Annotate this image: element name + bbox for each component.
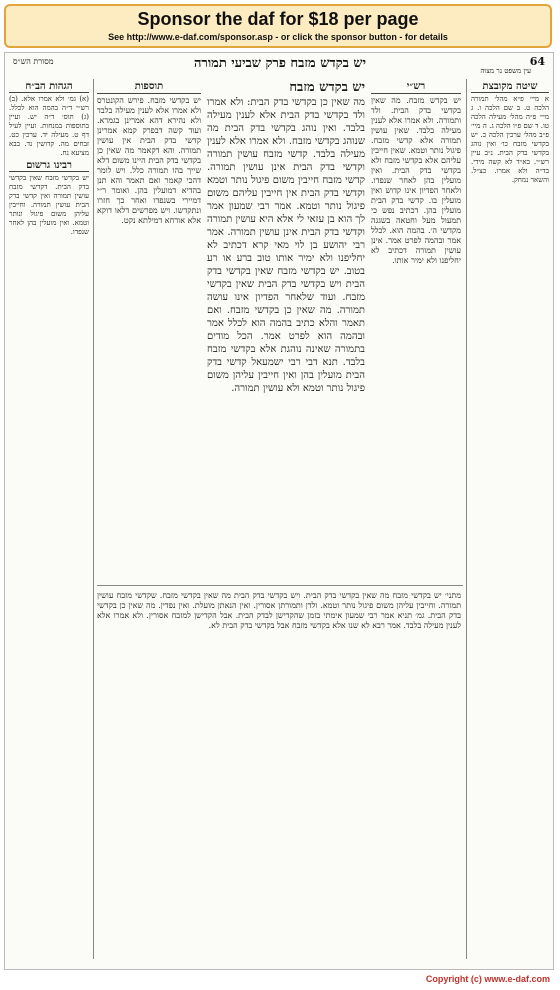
rashi-column <box>371 79 461 579</box>
page-number: 64 <box>529 55 545 68</box>
gemara-heading: יש בקדש מזבח <box>289 80 365 95</box>
sponsor-banner[interactable] <box>4 4 552 48</box>
tosafot-text: יש בקדשי מזבח. פירש הקונטרס ולא אמרו אלא לענין מעילה בלבד ולא נהירא דהא אמרינן בגמרא. ועוד קשה דבפרק קמא אמרינן קדשי בדק הבית אין עושין תמורה. והא דקאמר מה שאין כן בקדשי בדק הבית היינו משום דלא שייך בהו תמורה כלל. ויש לומר דהכי קאמר ואם תאמר והא תנן בהדיא דמועלין בהן. ואומר ר״י דמיירי בשנפדו ואחר כך חזרו ונתקדשו. ויש מפרשים דלאו דוקא אלא אורחא דמילתא נקט. <box>97 96 201 225</box>
rule-right <box>466 79 467 959</box>
sponsor-title[interactable]: Sponsor the daf for $18 per page <box>137 9 419 29</box>
bottom-commentary <box>97 591 461 961</box>
gemara-text: מה שאין כן בקדשי בדק הבית: ולא אמרו ולד בקדשי בדק הבית אלא לענין מעילה בלבד. ואין נוהג בקדשי בדק הבית מה שנוהג בקדשי מזבח. ולא אמרו אלא לענין מעילה בלבד. קדשי מזבח עושין תמורה וקדשי בדק הבית אינן עושין תמורה. קדשי מזבח חייבין משום פיגול נותר וטמא וקדשי בדק הבית אין חייבין עליהם משום פיגול נותר וטמא. אמר רבי שמעון אמר לך הוא בן עזאי לי אלא היא עושין תמורה וקדשי בדק הבית אינן עושין תמורה. אמר רבי יהושע בן לוי מאי קרא דכתיב לא יחליפנו ולא ימיר אותו טוב ברע או רע בטוב. יש בקדשי מזבח שאין בקדשי בדק הבית ויש בקדשי בדק הבית שאין בקדשי מזבח. ועוד שלאחר הפדיון אינו עושה תמורה. מה שאין כן בקדשי מזבח. ואם תאמר והלא כתיב בהמה הוא לכלל אמר ובהמה הוא לפרט אמר. הכל מודים בתמורה שאינה נוהגת אלא בקדשי מזבח בלבד. תנא דבי רבי ישמעאל קדשי בדק הבית מועלין בהן ואין חייבין עליהן משום פיגול נותר וטמא ולא עושין תמורה. <box>207 97 365 394</box>
tosafot-heading: תוספות <box>97 82 201 94</box>
sponsor-subtitle: See http://www.e-daf.com/sponsor.asp - or click the sponsor button - for details <box>108 32 448 42</box>
right-margin <box>471 79 549 959</box>
rule-left <box>93 79 94 959</box>
left-margin-heading: הגהות הב״ח <box>9 82 89 93</box>
left-margin <box>9 79 89 959</box>
rule-bottom <box>97 585 463 586</box>
right-margin-heading: שיטה מקובצת <box>471 82 549 93</box>
bottom-text: מתני׳ יש בקדשי מזבח מה שאין בקדשי בדק הבית. ויש בקדשי בדק הבית מה שאין בקדשי מזבח. שקדשי מזבח עושין תמורה. וחייבין עליהן משום פיגול נותר וטמא. ולדן ותמורתן אסורין. ואין הנאתן מועלת. ואין נפדין. מה שאין כן בקדשי בדק הבית. גמ׳ תניא אמר רבי שמעון אימתי בזמן שהקדישן לבדק הבית. אבל הקדישן למזבח אסורין. ולא אמרו אלא לענין מעילה בלבד. אמר רבא לא שנו אלא בקדשי מזבח אבל בקדשי בדק הבית לא. <box>97 591 461 630</box>
copyright-footer[interactable]: Copyright (c) www.e-daf.com <box>425 974 550 984</box>
left-margin-heading-2: רבינו גרשום <box>9 161 89 172</box>
rashi-heading: רש״י <box>371 82 461 94</box>
left-margin-text: (א) גמ׳ ולא אמרו אלא. (ב) רש״י ד״ה בהמה הוא לכלל. (ג) תוס׳ ד״ה יש. ועיין בתוספות במנחות. ועיין לעיל דף ט. מעילה יד. ערכין כט. זבחים מה. קדושין נד. בבא מציעא נח. <box>9 95 89 157</box>
right-margin-text: א מיי׳ פ״א מהל׳ תמורה הלכה ט. ב שם הלכה ו. ג מיי׳ פ״ה מהל׳ מעילה הלכה טו. ד שם פ״ו הלכה ג. ה מיי׳ פ״ב מהל׳ ערכין הלכה כ. יש בקדשי מזבח כו׳ ואין נוהג בקדשי בדק הבית. נ״ב עיין רש״י. בא״ד לא קשה מידי. בד״ה ולא אמרו. כצ״ל. והשאר נמחק. <box>471 95 549 184</box>
gemara-column <box>207 79 365 579</box>
left-margin-text-2: יש בקדשי מזבח שאין בקדשי בדק הבית. דקדשי מזבח עושין תמורה ואין קדשי בדק הבית עושין תמורה. וחייבין עליהן משום פיגול ונותר וטמא. ואין מועלין בהן לאחר שנפדו. <box>9 174 89 236</box>
header-right-note: עין משפט נר מצוה <box>480 67 531 75</box>
rashi-text: יש בקדש מזבח. מה שאין בקדשי בדק הבית. ולד ותמורה. ולא אמרו אלא לענין מעילה בלבד. שאין עושין תמורה אלא קדשי מזבח. פיגול נותר וטמא. שאין חייבין עליהם אלא בקדשי מזבח ולא בקדשי בדק הבית. ואין מועלין בהן לאחר שנפדו. ולאחר הפדיון אינו קדוש ואין מועלין בו. קדשי בדק הבית מועלין בהן. דכתיב נפש כי תמעול מעל וחטאה בשגגה מקדשי ה׳. בהמה הוא. לכלל אמר ובהמה לפרט אמר. אינן עושין תמורה דכתיב לא יחליפנו ולא ימיר אותו. <box>371 96 461 265</box>
talmud-page <box>4 52 554 970</box>
header-left-note: מסורת הש״ס <box>13 57 54 66</box>
page-title: יש בקדש מזבח פרק שביעי תמורה <box>193 56 367 71</box>
tosafot-column <box>97 79 201 579</box>
